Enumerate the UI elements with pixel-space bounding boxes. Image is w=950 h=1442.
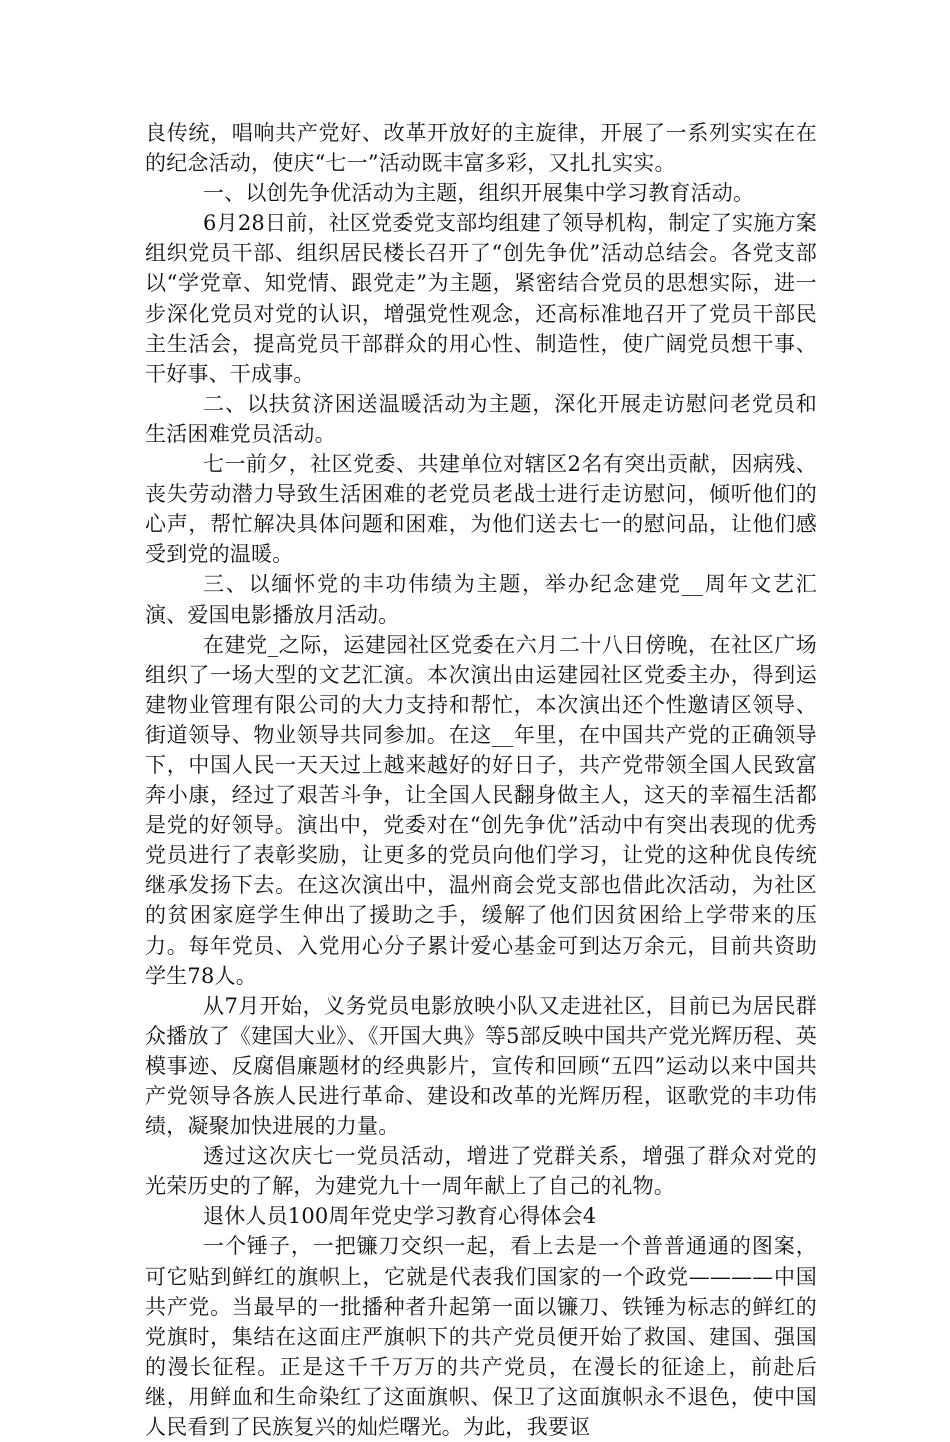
paragraph: 透过这次庆七一党员活动，增进了党群关系，增强了群众对党的光荣历史的了解，为建党九十一周年献上了自己的礼物。 [145, 1144, 817, 1199]
article-title: 退休人员100周年党史学习教育心得体会4 [203, 1204, 597, 1229]
paragraph: 从7月开始，义务党员电影放映小队又走进社区，目前已为居民群众播放了《建国大业》、《开国大典》等5部反映中国共产党光辉历程、英模事迹、反腐倡廉题材的经典影片，宣传和回顾“五四”运动以来中国共产党领导各族人民进行革命、建设和改革的光辉历程，讴歌党的丰功伟绩，凝聚加快进展的力量。 [145, 993, 817, 1139]
body-text [145, 118, 817, 1442]
section-heading-2: 二、以扶贫济困送温暖活动为主题，深化开展走访慰问老党员和生活困难党员活动。 [145, 391, 817, 446]
paragraph: 七一前夕，社区党委、共建单位对辖区2名有突出贡献，因病残、丧失劳动潜力导致生活困难的老党员老战士进行走访慰问，倾听他们的心声，帮忙解决具体问题和困难，为他们送去七一的慰问品，让他们感受到党的温暖。 [145, 452, 817, 567]
paragraph-continuation: 良传统，唱响共产党好、改革开放好的主旋律，开展了一系列实实在在的纪念活动，使庆“七一”活动既丰富多彩，又扎扎实实。 [145, 121, 817, 176]
paragraph: 在建党_之际，运建园社区党委在六月二十八日傍晚，在社区广场组织了一场大型的文艺汇演。本次演出由运建园社区党委主办，得到运建物业管理有限公司的大力支持和帮忙，本次演出还个性邀请区领导、街道领导、物业领导共同参加。在这__年里，在中国共产党的正确领导下，中国人民一天天过上越来越好的好日子，共产党带领全国人民致富奔小康，经过了艰苦斗争，让全国人民翻身做主人，这天的幸福生活都是党的好领导。演出中，党委对在“创先争优”活动中有突出表现的优秀党员进行了表彰奖励，让更多的党员向他们学习，让党的这种优良传统继承发扬下去。在这次演出中，温州商会党支部也借此次活动，为社区的贫困家庭学生伸出了援助之手，缓解了他们因贫困给上学带来的压力。每年党员、入党用心分子累计爱心基金可到达万余元，目前共资助学生78人。 [145, 632, 817, 988]
section-heading-3: 三、以缅怀党的丰功伟绩为主题，举办纪念建党__周年文艺汇演、爱国电影播放月活动。 [145, 572, 817, 627]
paragraph: 一个锤子，一把镰刀交织一起，看上去是一个普普通通的图案，可它贴到鲜红的旗帜上，它就是代表我们国家的一个政党————中国共产党。当最早的一批播种者升起第一面以镰刀、铁锤为标志的鲜红的党旗时，集结在这面庄严旗帜下的共产党员便开始了救国、建国、强国的漫长征程。正是这千千万万的共产党员，在漫长的征途上，前赴后继，用鲜血和生命染红了这面旗帜、保卫了这面旗帜永不退色，使中国人民看到了民族复兴的灿烂曙光。为此，我要讴 [145, 1234, 817, 1440]
section-heading-1: 一、以创先争优活动为主题，组织开展集中学习教育活动。 [203, 181, 755, 206]
paragraph: 6月28日前，社区党委党支部均组建了领导机构，制定了实施方案组织党员干部、组织居民楼长召开了“创先争优”活动总结会。各党支部以“学党章、知党情、跟党走”为主题，紧密结合党员的思想实际，进一步深化党员对党的认识，增强党性观念，还高标准地召开了党员干部民主生活会，提高党员干部群众的用心性、制造性，使广阔党员想干事、干好事、干成事。 [145, 211, 817, 386]
